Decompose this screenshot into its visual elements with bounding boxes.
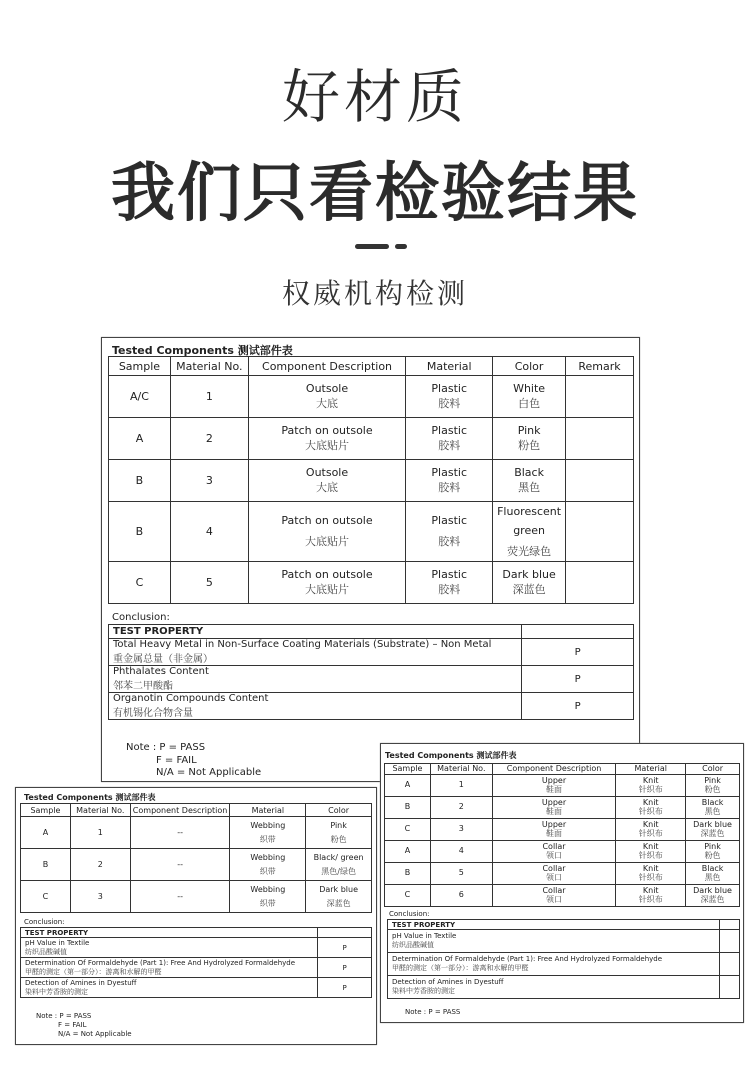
property-zh: 染料中芳香胺的测定 (25, 987, 88, 996)
cell-material-no: 1 (170, 376, 248, 418)
property-cell (388, 953, 720, 976)
cell-color (686, 885, 740, 907)
property-zh: 甲醛的测定（第一部分）：游离和水解的甲醛 (25, 967, 162, 976)
color-en: Pink (704, 776, 721, 786)
cell-material (616, 797, 686, 819)
mat-zh: 针织布 (638, 850, 663, 860)
color-zh: 白色 (518, 397, 541, 410)
cell-sample: A (21, 817, 71, 849)
cell-material-no: 5 (170, 562, 248, 604)
test-property-table (387, 919, 740, 999)
col-header: Color (493, 357, 566, 376)
cell-description (492, 797, 616, 819)
cell-color (493, 502, 566, 562)
table-row (109, 418, 634, 460)
test-property-label: TEST PROPERTY (388, 920, 720, 930)
mat-en: Webbing (250, 820, 286, 830)
cell-material-no: 6 (430, 885, 492, 907)
note-fail: F = FAIL (58, 1020, 87, 1029)
test-property-header (21, 928, 372, 938)
col-header: Component Description (492, 764, 616, 775)
result-cell: P (318, 958, 372, 978)
mat-zh: 胶料 (438, 439, 461, 452)
result-cell (720, 953, 740, 976)
property-en: Determination Of Formaldehyde (Part 1): Free And Hydrolyzed Formaldehyde (392, 955, 663, 963)
property-cell (388, 930, 720, 953)
result-cell (720, 930, 740, 953)
note-block (405, 1008, 460, 1017)
color-zh: 粉色 (518, 439, 541, 452)
table-row (21, 849, 372, 881)
desc-zh: 领口 (546, 894, 563, 904)
property-zh: 有机锡化合物含量 (113, 708, 193, 719)
col-header: Material (406, 357, 493, 376)
color-zh: 粉色 (704, 850, 721, 860)
color-zh: 深蓝色 (512, 583, 546, 596)
cell-material (616, 885, 686, 907)
table-header-row (109, 357, 634, 376)
sheet-title: Tested Components 测试部件表 (385, 751, 517, 760)
note-na: N/A = Not Applicable (156, 767, 262, 778)
cell-description (248, 418, 406, 460)
cell-color (493, 562, 566, 604)
table-header-row (385, 764, 740, 775)
color-en: Dark blue (693, 886, 732, 896)
color-zh: 黑色/绿色 (321, 866, 356, 876)
color-zh: 粉色 (330, 834, 347, 844)
property-en: Determination Of Formaldehyde (Part 1): Free And Hydrolyzed Formaldehyde (25, 958, 296, 967)
cell-remark (566, 502, 634, 562)
cell-material (406, 376, 493, 418)
mat-en: Webbing (250, 852, 286, 862)
desc-zh: 领口 (546, 850, 563, 860)
color-en: Black (701, 798, 724, 808)
mat-en: Knit (642, 864, 659, 874)
result-cell: P (522, 666, 634, 693)
property-cell (388, 976, 720, 999)
cell-material-no: 1 (430, 775, 492, 797)
desc-en: Upper (541, 776, 567, 786)
mat-zh: 针织布 (638, 872, 663, 882)
result-cell: P (318, 938, 372, 958)
test-property-label: TEST PROPERTY (21, 928, 318, 938)
test-property-label: TEST PROPERTY (109, 625, 522, 639)
cell-material (406, 502, 493, 562)
report-sheet-webbing (15, 787, 377, 1045)
test-property-header (109, 625, 634, 639)
table-row (388, 953, 740, 976)
col-header: Remark (566, 357, 634, 376)
property-en: Phthalates Content (113, 666, 209, 677)
cell-description (248, 502, 406, 562)
mat-en: Knit (642, 798, 659, 808)
mat-zh: 针织布 (638, 894, 663, 904)
col-header: Component Description (130, 804, 230, 817)
property-en: Detection of Amines in Dyestuff (392, 978, 504, 986)
cell-material-no: 2 (430, 797, 492, 819)
cell-material (230, 849, 306, 881)
col-header: Material No. (70, 804, 130, 817)
mat-en: Plastic (431, 568, 467, 581)
note-block (126, 742, 261, 780)
cell-description (492, 819, 616, 841)
cell-sample: B (385, 863, 431, 885)
note-na: N/A = Not Applicable (58, 1029, 132, 1038)
col-header: Color (306, 804, 372, 817)
cell-sample: B (109, 460, 171, 502)
cell-material (616, 863, 686, 885)
result-header (720, 920, 740, 930)
table-row (109, 376, 634, 418)
result-header (318, 928, 372, 938)
cell-remark (566, 562, 634, 604)
property-cell (21, 978, 318, 998)
mat-zh: 胶料 (438, 535, 461, 548)
mat-zh: 胶料 (438, 583, 461, 596)
desc-en: Patch on outsole (281, 514, 373, 527)
mat-en: Knit (642, 820, 659, 830)
table-row (21, 817, 372, 849)
property-zh: 邻苯二甲酸酯 (113, 681, 173, 692)
desc-zh: 鞋面 (546, 806, 563, 816)
color-zh: 黑色 (704, 872, 721, 882)
cell-color (493, 418, 566, 460)
table-row (21, 978, 372, 998)
color-en: Pink (517, 424, 541, 437)
conclusion-label: Conclusion: (112, 612, 170, 623)
mat-en: Knit (642, 886, 659, 896)
mat-en: Plastic (431, 382, 467, 395)
cell-remark (566, 418, 634, 460)
mat-en: Knit (642, 776, 659, 786)
mat-zh: 针织布 (638, 784, 663, 794)
note-pass: Note : P = PASS (36, 1012, 92, 1020)
property-cell (109, 639, 522, 666)
desc-zh: 大底 (316, 397, 339, 410)
test-property-table (108, 624, 634, 720)
table-row (21, 938, 372, 958)
conclusion-label: Conclusion: (24, 918, 65, 926)
desc-en: Collar (542, 886, 566, 896)
table-row (109, 666, 634, 693)
table-row (109, 639, 634, 666)
report-sheet-knit-upper (380, 743, 744, 1023)
cell-sample: B (385, 797, 431, 819)
cell-material (616, 775, 686, 797)
mat-en: Plastic (431, 424, 467, 437)
mat-zh: 针织布 (638, 806, 663, 816)
table-header-row (21, 804, 372, 817)
property-cell (109, 693, 522, 720)
table-row (385, 775, 740, 797)
result-cell: P (522, 639, 634, 666)
cell-color (686, 775, 740, 797)
cell-material-no: 5 (430, 863, 492, 885)
subtitle: 权威机构检测 (281, 277, 468, 310)
sheet-title: Tested Components 测试部件表 (24, 793, 156, 802)
mat-en: Plastic (431, 514, 467, 527)
cell-sample: A/C (109, 376, 171, 418)
color-en: Fluorescent (497, 504, 562, 518)
components-table (108, 356, 634, 604)
desc-zh: 鞋面 (546, 784, 563, 794)
desc-zh: 大底 (316, 481, 339, 494)
property-en: Detection of Amines in Dyestuff (25, 978, 137, 987)
table-row (385, 841, 740, 863)
mat-zh: 针织布 (638, 828, 663, 838)
col-header: Material (616, 764, 686, 775)
cell-sample: C (21, 881, 71, 913)
cell-description (248, 460, 406, 502)
color-zh: 黑色 (518, 481, 541, 494)
result-cell: P (522, 693, 634, 720)
desc-en: Patch on outsole (281, 568, 373, 581)
cell-remark (566, 460, 634, 502)
property-en: Total Heavy Metal in Non-Surface Coating Materials (Substrate) – Non Metal (113, 639, 492, 650)
divider-dash-long (355, 244, 389, 249)
mat-zh: 胶料 (438, 397, 461, 410)
desc-en: Outsole (305, 382, 349, 395)
table-row (21, 958, 372, 978)
cell-color (493, 460, 566, 502)
color-en: Black (701, 864, 724, 874)
desc-en: Collar (542, 842, 566, 852)
table-row (109, 460, 634, 502)
cell-material-no: 1 (70, 817, 130, 849)
cell-description (492, 863, 616, 885)
mat-zh: 织带 (259, 834, 276, 844)
table-row (385, 885, 740, 907)
color-en: Dark blue (693, 820, 732, 830)
title-line-2: 我们只看检验结果 (111, 157, 639, 231)
color-zh: 黑色 (704, 806, 721, 816)
color-en: Black/ green (313, 852, 364, 862)
cell-material (406, 418, 493, 460)
components-table (20, 803, 372, 913)
cell-sample: B (21, 849, 71, 881)
mat-en: Plastic (431, 466, 467, 479)
desc-en: Outsole (305, 466, 349, 479)
cell-color (686, 797, 740, 819)
color-zh: 深蓝色 (700, 828, 725, 838)
table-row (388, 930, 740, 953)
cell-material (616, 819, 686, 841)
desc-zh: 大底贴片 (305, 535, 350, 548)
cell-material (406, 562, 493, 604)
components-table (384, 763, 740, 907)
cell-sample: C (385, 819, 431, 841)
table-row (385, 863, 740, 885)
desc-en: Upper (541, 798, 567, 808)
desc-zh: 大底贴片 (305, 583, 350, 596)
color-zh: 深蓝色 (326, 898, 351, 908)
cell-material-no: 4 (170, 502, 248, 562)
desc-zh: 鞋面 (546, 828, 563, 838)
test-property-table (20, 927, 372, 998)
color-en: Pink (704, 842, 721, 852)
table-row (109, 562, 634, 604)
color-zh: 粉色 (704, 784, 721, 794)
desc-en: Upper (541, 820, 567, 830)
result-header (522, 625, 634, 639)
table-row (385, 797, 740, 819)
cell-color (306, 881, 372, 913)
col-header: Sample (21, 804, 71, 817)
col-header: Material (230, 804, 306, 817)
table-row (21, 881, 372, 913)
desc-en: Patch on outsole (281, 424, 373, 437)
desc-en: Collar (542, 864, 566, 874)
note-fail: F = FAIL (156, 754, 197, 766)
col-header: Material No. (170, 357, 248, 376)
col-header: Material No. (430, 764, 492, 775)
col-header: Sample (385, 764, 431, 775)
cell-color (306, 817, 372, 849)
cell-color (686, 819, 740, 841)
color-en: Black (514, 466, 544, 479)
cell-description (248, 376, 406, 418)
cell-color (686, 841, 740, 863)
property-zh: 重金属总量（非金属） (113, 654, 213, 665)
cell-color (306, 849, 372, 881)
cell-description: -- (130, 849, 230, 881)
col-header: Color (686, 764, 740, 775)
table-row (388, 976, 740, 999)
cell-remark (566, 376, 634, 418)
property-en: pH Value in Textile (25, 938, 90, 947)
cell-material (230, 817, 306, 849)
note-pass: Note : P = PASS (405, 1008, 461, 1016)
color-en: Pink (330, 820, 347, 830)
cell-description (492, 841, 616, 863)
table-row (385, 819, 740, 841)
report-sheet-shoe-sole (101, 337, 640, 782)
property-zh: 甲醛的测定（第一部分）：游离和水解的甲醛 (392, 964, 529, 972)
mat-zh: 织带 (259, 866, 276, 876)
desc-zh: 领口 (546, 872, 563, 882)
title-line-1: 好材质 (281, 63, 468, 131)
property-cell (21, 958, 318, 978)
property-zh: 纺织品酸碱值 (25, 947, 67, 956)
cell-material-no: 2 (70, 849, 130, 881)
table-row (109, 502, 634, 562)
color-en: White (513, 382, 546, 395)
col-header: Component Description (248, 357, 406, 376)
cell-material-no: 3 (430, 819, 492, 841)
cell-description (492, 775, 616, 797)
property-zh: 纺织品酸碱值 (392, 941, 434, 949)
cell-material-no: 3 (70, 881, 130, 913)
mat-zh: 胶料 (438, 481, 461, 494)
cell-description (492, 885, 616, 907)
cell-material (406, 460, 493, 502)
property-en: pH Value in Textile (392, 932, 457, 940)
color-zh: 深蓝色 (700, 894, 725, 904)
color-en: Dark blue (319, 884, 359, 894)
cell-color (686, 863, 740, 885)
color-zh: 荧光绿色 (507, 544, 552, 558)
table-row (109, 693, 634, 720)
cell-description (248, 562, 406, 604)
col-header: Sample (109, 357, 171, 376)
cell-material (616, 841, 686, 863)
property-cell (21, 938, 318, 958)
cell-material (230, 881, 306, 913)
property-zh: 染料中芳香胺的测定 (392, 987, 455, 995)
cell-sample: A (109, 418, 171, 460)
cell-material-no: 2 (170, 418, 248, 460)
note-pass: Note : P = PASS (126, 742, 206, 753)
cell-sample: B (109, 502, 171, 562)
cell-description: -- (130, 817, 230, 849)
divider-dash-short (395, 244, 407, 249)
note-block (36, 1012, 132, 1038)
mat-en: Knit (642, 842, 659, 852)
color-en: Dark blue (502, 568, 556, 581)
cell-description: -- (130, 881, 230, 913)
cell-material-no: 3 (170, 460, 248, 502)
mat-zh: 织带 (259, 898, 276, 908)
cell-material-no: 4 (430, 841, 492, 863)
sheet-title: Tested Components 测试部件表 (112, 344, 293, 357)
color-en-2: green (513, 523, 545, 537)
cell-color (493, 376, 566, 418)
cell-sample: C (385, 885, 431, 907)
property-en: Organotin Compounds Content (113, 693, 269, 704)
result-cell: P (318, 978, 372, 998)
cell-sample: C (109, 562, 171, 604)
result-cell (720, 976, 740, 999)
test-property-header (388, 920, 740, 930)
cell-sample: A (385, 775, 431, 797)
mat-en: Webbing (250, 884, 286, 894)
conclusion-label: Conclusion: (389, 910, 430, 918)
cell-sample: A (385, 841, 431, 863)
desc-zh: 大底贴片 (305, 439, 350, 452)
property-cell (109, 666, 522, 693)
